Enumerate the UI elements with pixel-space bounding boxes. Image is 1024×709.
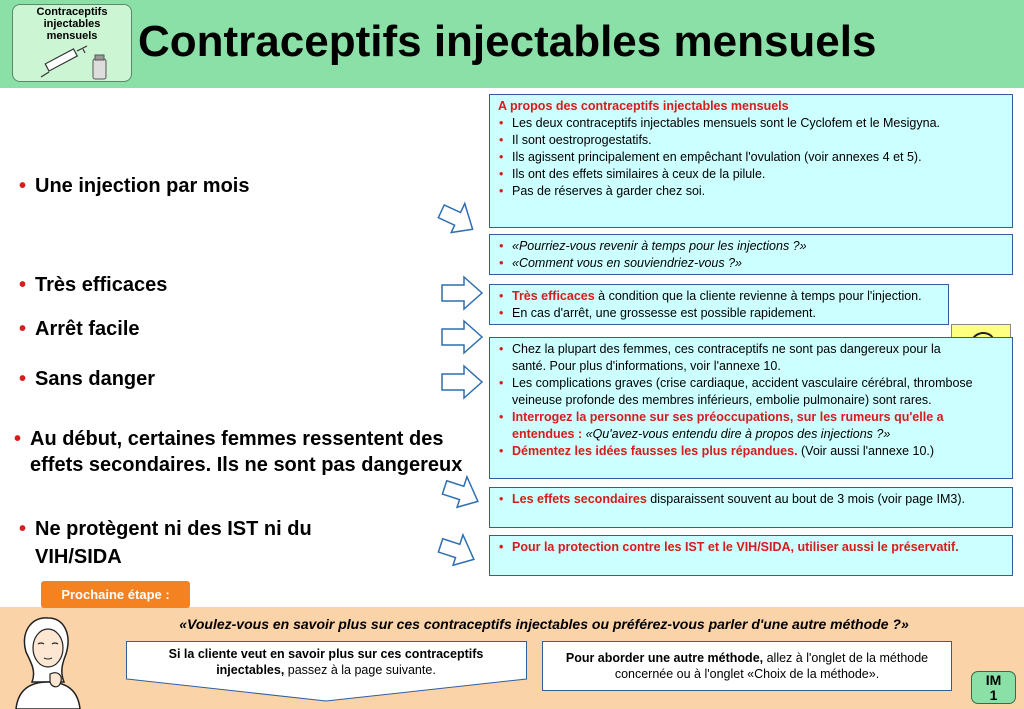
bullet-dot: •: [19, 274, 27, 296]
arrow-right-icon: [440, 472, 484, 512]
other-method-instruction[interactable]: Pour aborder une autre méthode, allez à l'onglet de la méthode concernée ou à l'onglet «Choix de la méthode».: [542, 641, 952, 691]
arrow-right-icon: [440, 319, 484, 355]
list-item: • Ils ont des effets similaires à ceux de la pilule.: [498, 166, 1004, 183]
info-list: [498, 288, 940, 322]
list-item: • «Comment vous en souviendriez-vous ?»: [498, 255, 1004, 272]
next-step-label: Prochaine étape :: [41, 581, 190, 608]
page-title: Contraceptifs injectables mensuels: [138, 17, 877, 66]
next-step-question: «Voulez-vous en savoir plus sur ces contraceptifs injectables ou préférez-vous parler d'une autre méthode ?»: [179, 616, 909, 632]
continue-instruction[interactable]: Si la cliente veut en savoir plus sur ces contraceptifs injectables, passez à la page suivante.: [168, 647, 484, 677]
info-box-heading: A propos des contraceptifs injectables mensuels: [498, 99, 789, 113]
page-badge[interactable]: IM 1: [971, 671, 1016, 704]
point-stop: • Arrêt facile: [19, 318, 140, 340]
info-list: [498, 539, 1004, 556]
list-item: • En cas d'arrêt, une grossesse est possible rapidement.: [498, 305, 940, 322]
tab-logo: [12, 4, 132, 82]
list-item: • Démentez les idées fausses les plus répandues. (Voir aussi l'annexe 10.): [498, 443, 1004, 460]
bullet-dot: •: [19, 175, 27, 197]
header-bar: [0, 0, 1024, 88]
info-list: [498, 341, 1004, 460]
arrow-right-icon: [436, 198, 480, 238]
list-item: • Ils agissent principalement en empêchant l'ovulation (voir annexes 4 et 5).: [498, 149, 1004, 166]
info-box-efficacy: [489, 284, 949, 325]
logo-label: Contraceptifs injectables mensuels: [36, 6, 108, 42]
list-item: • Les complications graves (crise cardiaque, accident vasculaire cérébral, thrombose veineuse profonde des membres inférieurs, embolie pulmonaire) sont rares.: [498, 375, 1004, 409]
point-side-effects: • Au début, certaines femmes ressentent des effets secondaires. Ils ne sont pas dangereux: [14, 428, 463, 476]
bullet-dot: •: [19, 318, 27, 340]
point-injection: • Une injection par mois: [19, 175, 250, 197]
point-no-sti-protection: • Ne protègent ni des IST ni du VIH/SIDA: [35, 515, 395, 571]
counselor-illustration: [12, 612, 84, 709]
list-item: • Pas de réserves à garder chez soi.: [498, 183, 1004, 200]
arrow-right-icon: [436, 530, 480, 570]
list-item: • Les effets secondaires disparaissent souvent au bout de 3 mois (voir page IM3).: [498, 491, 1004, 508]
list-item: • Interrogez la personne sur ses préoccupations, sur les rumeurs qu'elle a entendues : «Qu'avez-vous entendu dire à propos des injections ?»: [498, 409, 1004, 443]
bullet-dot: •: [19, 518, 27, 540]
list-item: • Pour la protection contre les IST et le VIH/SIDA, utiliser aussi le préservatif.: [498, 539, 1004, 556]
bullet-dot: •: [14, 428, 22, 450]
list-item: • Très efficaces à condition que la cliente revienne à temps pour l'injection.: [498, 288, 940, 305]
info-box-protection: [489, 535, 1013, 576]
bullet-dot: •: [19, 368, 27, 390]
list-item: • Il sont oestroprogestatifs.: [498, 132, 1004, 149]
info-list: [498, 115, 1004, 200]
list-item: • Chez la plupart des femmes, ces contraceptifs ne sont pas dangereux pour la santé. Pour plus d'informations, voir l'annexe 10.: [498, 341, 1004, 375]
info-list: [498, 238, 1004, 272]
list-item: • «Pourriez-vous revenir à temps pour les injections ?»: [498, 238, 1004, 255]
info-box-safety: [489, 337, 1013, 479]
info-list: [498, 491, 1004, 508]
arrow-right-icon: [440, 364, 484, 400]
list-item: • Les deux contraceptifs injectables mensuels sont le Cyclofem et le Mesigyna.: [498, 115, 1004, 132]
point-efficacy: • Très efficaces: [19, 274, 168, 296]
arrow-right-icon: [440, 275, 484, 311]
syringe-vial-icon: [39, 45, 111, 83]
point-safe: • Sans danger: [19, 368, 156, 390]
info-box-side-effects: [489, 487, 1013, 528]
info-box-about: [489, 94, 1013, 228]
info-box-questions: [489, 234, 1013, 275]
